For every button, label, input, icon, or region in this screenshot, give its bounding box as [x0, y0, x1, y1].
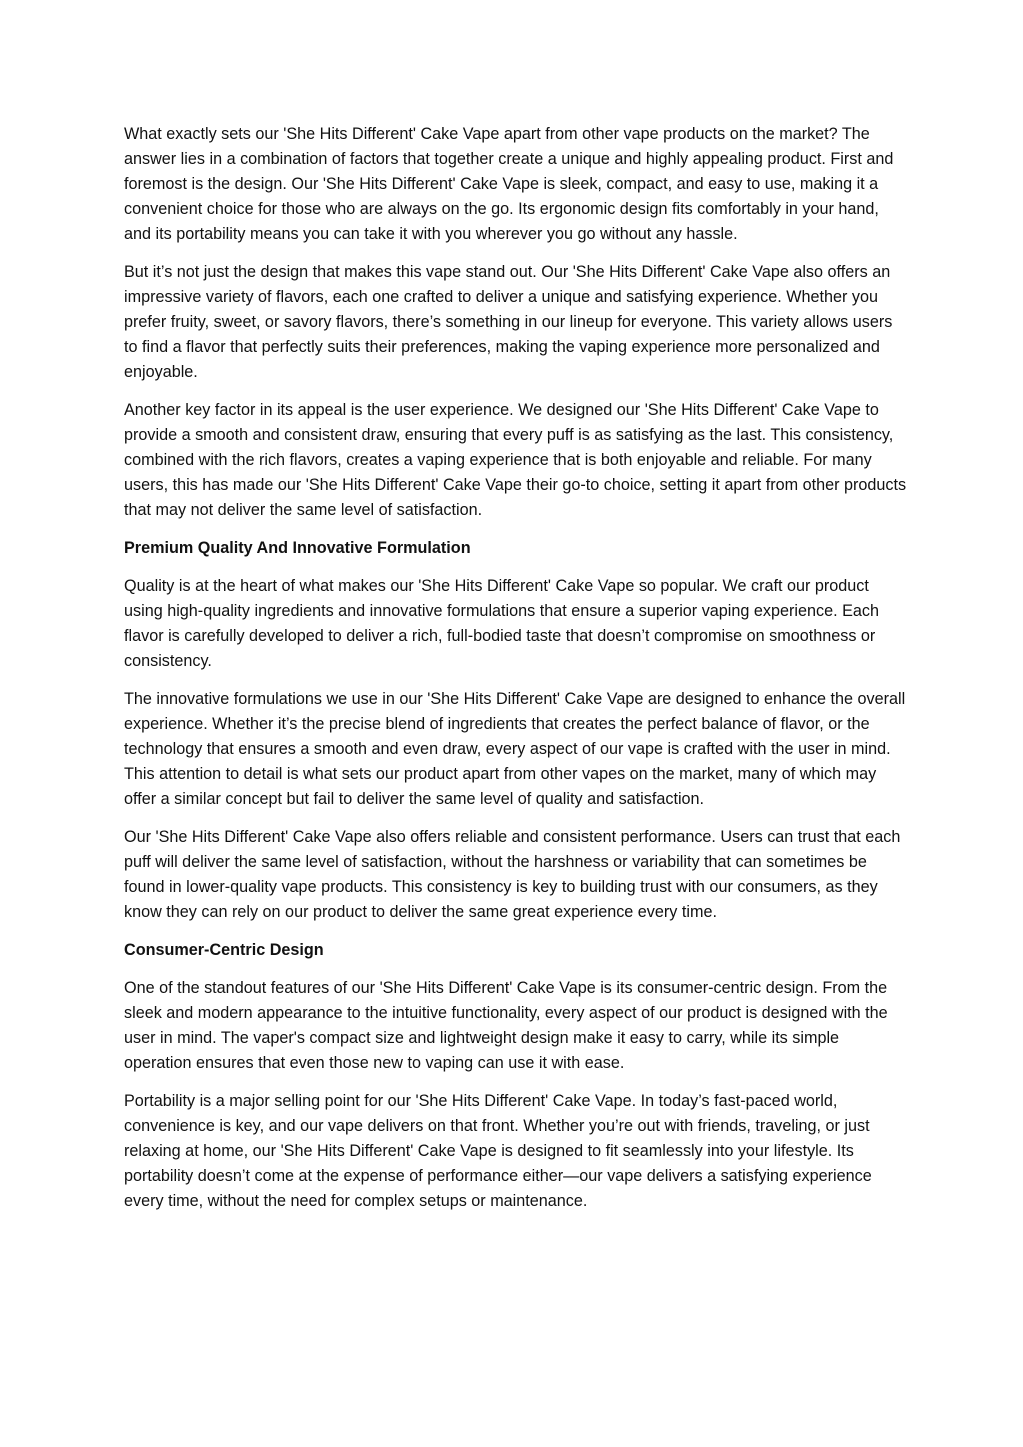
paragraph-quality: Quality is at the heart of what makes our 'She Hits Different' Cake Vape so popular. We craft our product using high-quality ingredients and innovative formulations that ensure a superior vaping experience. Each flavor is carefully developed to deliver a rich, full-bodied taste that doesn’t compromise on smoothness or consistency.: [124, 577, 879, 670]
paragraph-flavor-variety: But it’s not just the design that makes this vape stand out. Our 'She Hits Different' Cake Vape also offers an impressive variety of flavors, each one crafted to deliver a unique and satisfying experience. Whether you prefer fruity, sweet, or savory flavors, there’s something in our lineup for everyone. This variety allows users to find a flavor that perfectly suits their preferences, making the vaping experience more personalized and enjoyable.: [124, 263, 893, 381]
paragraph-formulations: The innovative formulations we use in our 'She Hits Different' Cake Vape are designed to enhance the overall experience. Whether it’s the precise blend of ingredients that creates the perfect balance of flavor, or the technology that ensures a smooth and even draw, every aspect of our vape is crafted with the user in mind. This attention to detail is what sets our product apart from other vapes on the market, many of which may offer a similar concept but fail to deliver the same level of quality and satisfaction.: [124, 690, 906, 808]
heading-consumer-centric: Consumer-Centric Design: [124, 941, 324, 959]
paragraph-consumer-design: One of the standout features of our 'She Hits Different' Cake Vape is its consumer-centric design. From the sleek and modern appearance to the intuitive functionality, every aspect of our product is designed with the user in mind. The vaper's compact size and lightweight design make it easy to carry, while its simple operation ensures that even those new to vaping can use it with ease.: [124, 979, 888, 1072]
paragraph-portability: Portability is a major selling point for our 'She Hits Different' Cake Vape. In today’s fast-paced world, convenience is key, and our vape delivers on that front. Whether you’re out with friends, traveling, or just relaxing at home, our 'She Hits Different' Cake Vape is designed to fit seamlessly into your lifestyle. Its portability doesn’t come at the expense of performance either—our vape delivers a satisfying experience every time, without the need for complex setups or maintenance.: [124, 1092, 872, 1210]
paragraph-user-experience: Another key factor in its appeal is the user experience. We designed our 'She Hits Different' Cake Vape to provide a smooth and consistent draw, ensuring that every puff is as satisfying as the last. This consistency, combined with the rich flavors, creates a vaping experience that is both enjoyable and reliable. For many users, this has made our 'She Hits Different' Cake Vape their go-to choice, setting it apart from other products that may not deliver the same level of satisfaction.: [124, 401, 907, 519]
paragraph-performance: Our 'She Hits Different' Cake Vape also offers reliable and consistent performance. Users can trust that each puff will deliver the same level of satisfaction, without the harshness or variability that can sometimes be found in lower-quality vape products. This consistency is key to building trust with our consumers, as they know they can rely on our product to deliver the same great experience every time.: [124, 828, 901, 921]
paragraph-design-intro: What exactly sets our 'She Hits Different' Cake Vape apart from other vape products on the market? The answer lies in a combination of factors that together create a unique and highly appealing product. First and foremost is the design. Our 'She Hits Different' Cake Vape is sleek, compact, and easy to use, making it a convenient choice for those who are always on the go. Its ergonomic design fits comfortably in your hand, and its portability means you can take it with you wherever you go without any hassle.: [124, 125, 894, 243]
document-body: [124, 122, 908, 1227]
heading-premium-quality: Premium Quality And Innovative Formulation: [124, 539, 471, 557]
